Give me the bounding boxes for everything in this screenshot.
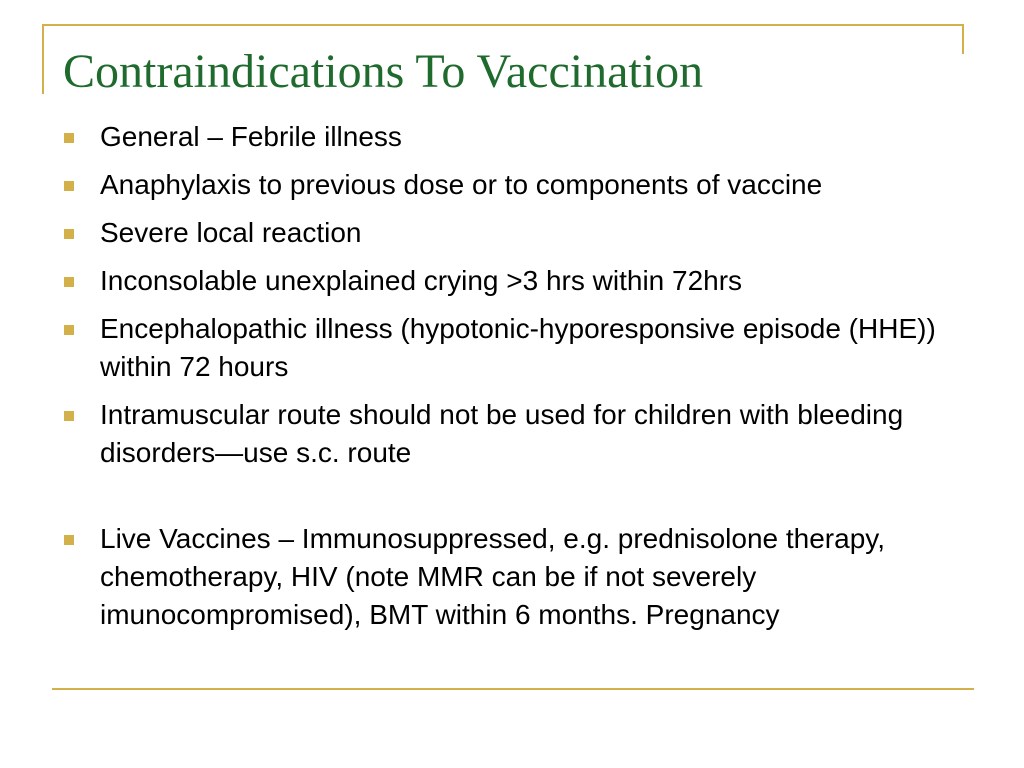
frame-line-left [42,24,44,94]
bullet-text: Encephalopathic illness (hypotonic-hyporesponsive episode (HHE)) within 72 hours [100,313,936,382]
square-bullet-icon [64,133,74,143]
frame-line-top [42,24,964,26]
bullet-text: General – Febrile illness [100,121,402,152]
bullet-item-general [58,118,958,156]
bullet-text: Anaphylaxis to previous dose or to components of vaccine [100,169,823,200]
bullet-list [58,118,958,644]
square-bullet-icon [64,229,74,239]
square-bullet-icon [64,277,74,287]
bullet-item-anaphylaxis [58,166,958,204]
bullet-item-intramuscular [58,396,958,472]
square-bullet-icon [64,411,74,421]
bullet-item-encephalopathic [58,310,958,386]
bullet-item-live-vaccines [58,520,958,634]
square-bullet-icon [64,181,74,191]
bullet-text: Severe local reaction [100,217,362,248]
bullet-text: Intramuscular route should not be used for children with bleeding disorders—use s.c. route [100,399,904,468]
bullet-item-local-reaction [58,214,958,252]
slide-title: Contraindications To Vaccination [63,45,704,98]
bullet-text: Inconsolable unexplained crying >3 hrs within 72hrs [100,265,743,296]
frame-line-bottom [52,688,974,690]
frame-line-right [962,24,964,54]
square-bullet-icon [64,325,74,335]
square-bullet-icon [64,535,74,545]
bullet-text: Live Vaccines – Immunosuppressed, e.g. prednisolone therapy, chemotherapy, HIV (note MMR can be if not severely imunocompromised), BMT within 6 months. Pregnancy [100,523,885,630]
bullet-item-crying [58,262,958,300]
